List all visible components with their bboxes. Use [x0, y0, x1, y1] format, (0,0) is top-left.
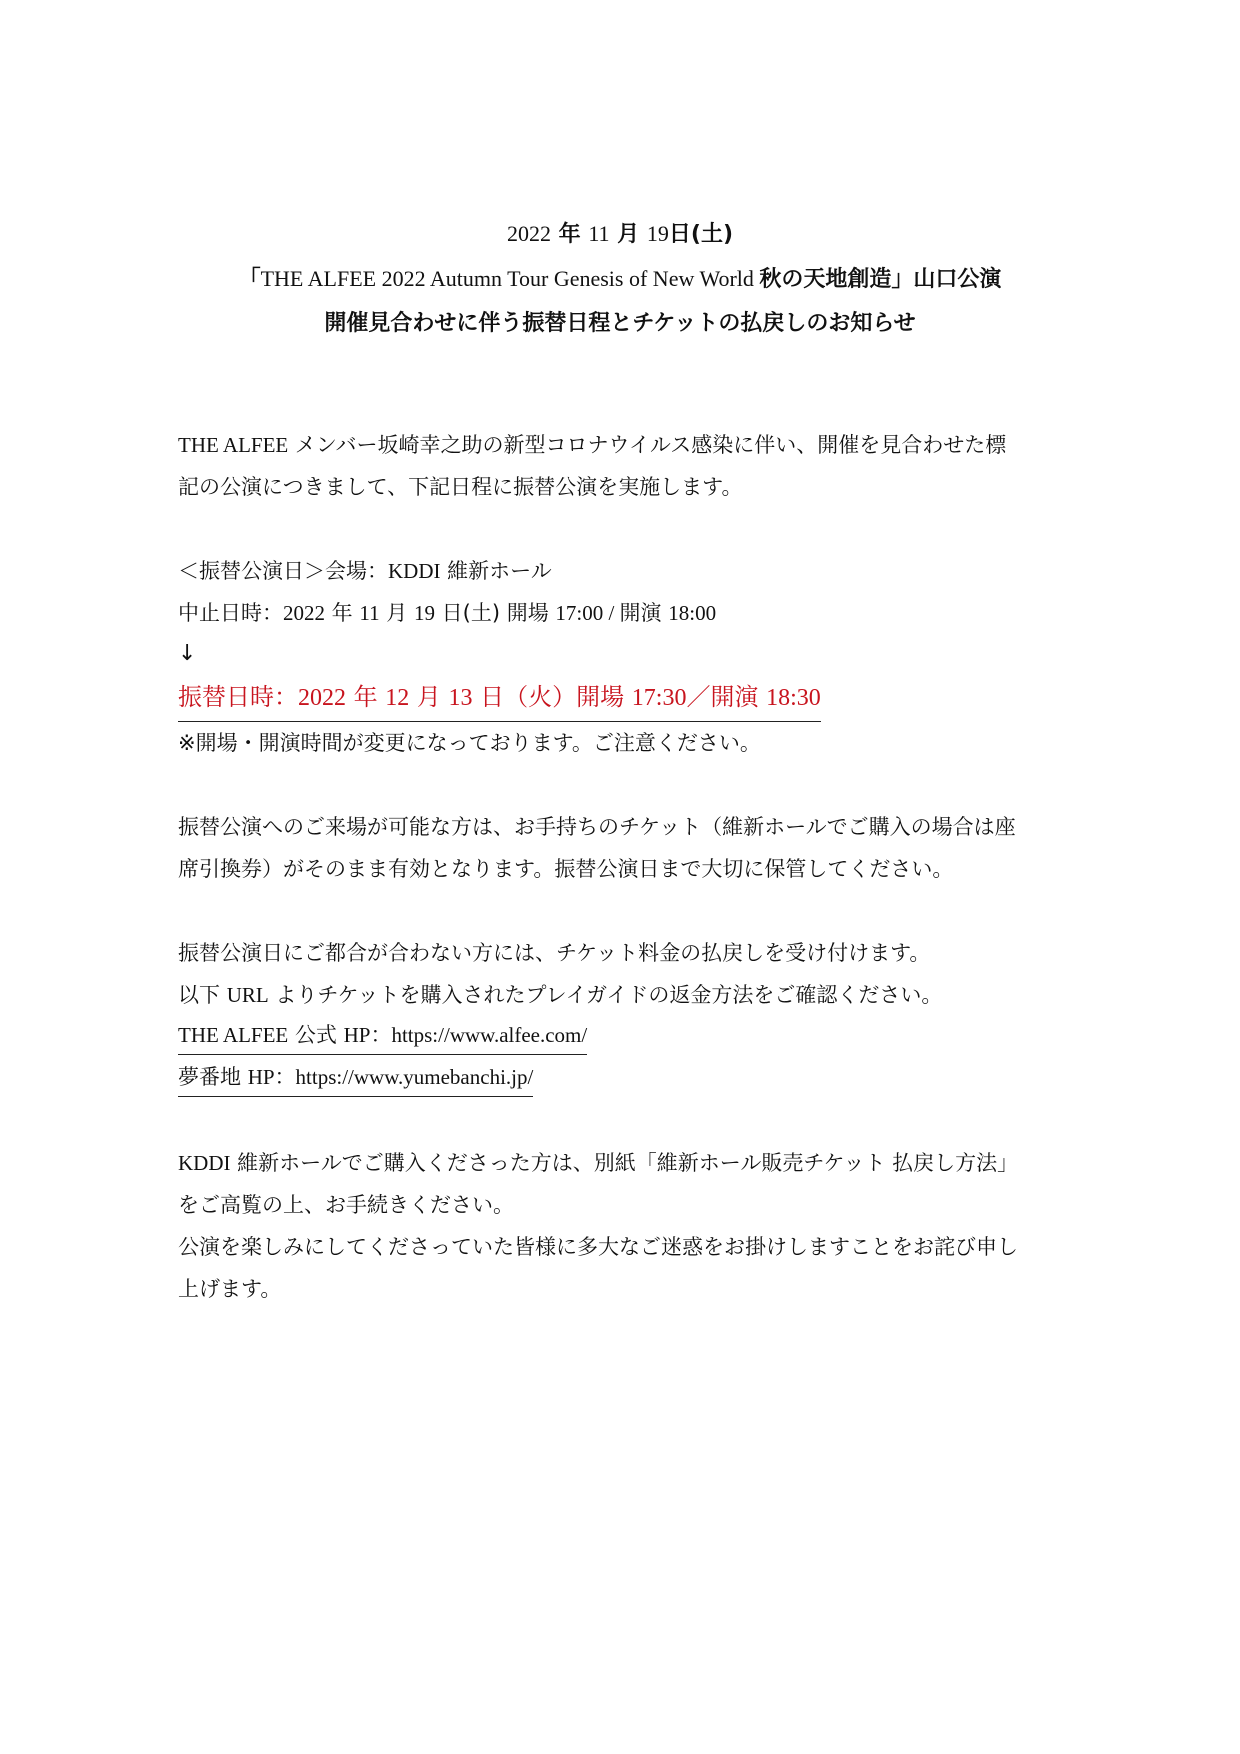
cancelled-day-num: 19 — [413, 601, 435, 625]
subject-heading: 開催見合わせに伴う振替日程とチケットの払戻しのお知らせ — [324, 311, 916, 336]
refund-line-1: 振替公演日にご都合が合わない方には、チケット料金の払戻しを受け付けます。 — [178, 941, 931, 965]
closing-line-1-text: 維新ホールでご購入くださった方は、別紙「維新ホール販売チケット 払戻し方法」 — [230, 1151, 1019, 1175]
yumebanchi-link-hp: HP — [247, 1065, 275, 1089]
date-month-kanji: 月 — [617, 222, 640, 247]
closing-line-2: をご高覧の上、お手続きください。 — [178, 1193, 514, 1217]
intro-line-2: 記の公演につきまして、下記日程に振替公演を実施します。 — [178, 475, 743, 499]
closing-line-1 — [178, 1142, 1068, 1184]
new-month-num: 12 — [385, 685, 410, 711]
new-day-num: 13 — [448, 685, 473, 711]
date-day-kanji: 日(土) — [668, 222, 734, 247]
cancelled-year-num: 2022 — [283, 601, 325, 625]
valid-tickets-line-2: 席引換券）がそのまま有効となります。振替公演日まで大切に保管してください。 — [178, 857, 954, 881]
alfee-link-url: https://www.alfee.com/ — [391, 1023, 588, 1047]
date-year-kanji: 年 — [558, 222, 581, 247]
date-year: 2022 — [506, 221, 551, 246]
alfee-link-label: 公式 — [288, 1023, 344, 1047]
cancelled-month: 月 — [379, 601, 414, 625]
yumebanchi-link-label: 夢番地 — [178, 1065, 248, 1089]
new-year-num: 2022 — [298, 685, 346, 711]
new-label: 振替日時： — [178, 683, 298, 711]
event-name-latin: THE ALFEE 2022 Autumn Tour Genesis of New World — [260, 266, 760, 291]
alfee-official-link[interactable] — [178, 1016, 587, 1055]
cancelled-day: 日(土) 開場 — [434, 601, 556, 625]
new-start-time: 18:30 — [766, 685, 821, 711]
refund-url-label: URL — [226, 983, 269, 1007]
date-heading — [0, 212, 1240, 257]
new-month: 月 — [409, 683, 449, 711]
date-month: 11 — [588, 221, 610, 246]
venue-text: 維新ホール — [440, 559, 552, 583]
cancelled-label: 中止日時： — [178, 601, 283, 625]
spacer — [178, 1100, 1068, 1142]
cancelled-month-num: 11 — [359, 601, 380, 625]
yumebanchi-link-url: https://www.yumebanchi.jp/ — [295, 1065, 534, 1089]
spacer — [178, 890, 1068, 932]
spacer — [178, 508, 1068, 550]
yumebanchi-link-colon: ： — [274, 1065, 296, 1089]
date-day: 19 — [646, 221, 669, 246]
yumebanchi-link[interactable] — [178, 1058, 533, 1097]
refund-line-2-prefix: 以下 — [178, 983, 227, 1007]
venue-latin: KDDI — [388, 559, 441, 583]
title-block — [0, 212, 1240, 346]
cancelled-open-time: 17:00 / — [555, 601, 620, 625]
new-day: 日（火）開場 — [472, 683, 632, 711]
yumebanchi-link-row — [178, 1058, 1068, 1100]
event-open-bracket: 「 — [238, 267, 261, 292]
closing-venue-latin: KDDI — [178, 1151, 231, 1175]
new-datetime-row — [178, 674, 1068, 722]
refund-line-2 — [178, 974, 1068, 1016]
refund-line-2-suffix: よりチケットを購入されたプレイガイドの返金方法をご確認ください。 — [268, 983, 943, 1007]
closing-line-4: 上げます。 — [178, 1277, 282, 1301]
cancelled-year: 年 — [325, 601, 360, 625]
alfee-link-colon: ： — [370, 1023, 392, 1047]
valid-tickets-line-1: 振替公演へのご来場が可能な方は、お手持ちのチケット（維新ホールでご購入の場合は座 — [178, 815, 1016, 839]
event-name-japanese: 秋の天地創造」山口公演 — [759, 267, 1002, 292]
time-change-note: ※開場・開演時間が変更になっております。ご注意ください。 — [178, 731, 761, 755]
cancelled-start-label: 開演 — [619, 601, 669, 625]
alfee-link-hp: HP — [343, 1023, 371, 1047]
intro-line-1-text: メンバー坂崎幸之助の新型コロナウイルス感染に伴い、開催を見合わせた標 — [288, 433, 1007, 457]
spacer — [178, 764, 1068, 806]
new-sep: ／開演 — [686, 683, 767, 711]
schedule-heading-prefix: ＜振替公演日＞会場： — [178, 559, 388, 583]
alfee-link-row — [178, 1016, 1068, 1058]
closing-line-3: 公演を楽しみにしてくださっていた皆様に多大なご迷惑をお掛けしますことをお詫び申し — [178, 1235, 1018, 1259]
down-arrow-icon: ↓ — [178, 641, 197, 666]
new-open-time: 17:30 — [631, 685, 687, 711]
cancelled-datetime — [178, 592, 1068, 634]
new-year: 年 — [346, 683, 386, 711]
new-datetime — [178, 674, 821, 722]
alfee-link-prefix: THE ALFEE — [178, 1023, 289, 1047]
cancelled-start-time: 18:00 — [668, 601, 717, 625]
body-block — [178, 424, 1068, 1310]
event-heading — [0, 257, 1240, 302]
schedule-heading — [178, 550, 1068, 592]
intro-band-name: THE ALFEE — [178, 433, 289, 457]
intro-line-1 — [178, 424, 1068, 466]
